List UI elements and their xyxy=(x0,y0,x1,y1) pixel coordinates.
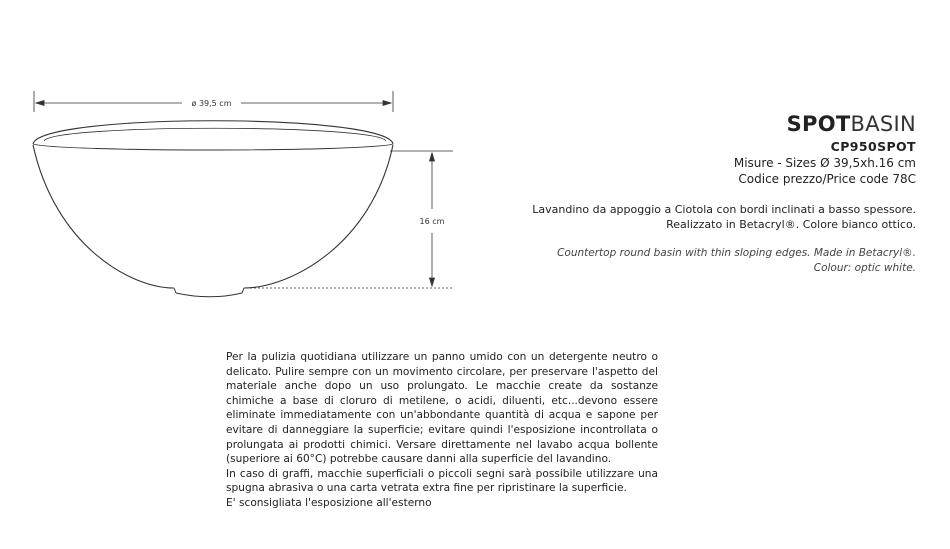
description-italian xyxy=(496,202,916,232)
description-it-line: Realizzato in Betacryl®. Colore bianco ottico. xyxy=(666,218,916,231)
product-name-light: BASIN xyxy=(850,112,916,136)
product-name-bold: SPOT xyxy=(786,112,851,136)
product-info xyxy=(496,112,916,276)
height-dimension-label: 16 cm xyxy=(419,217,445,226)
description-it-line: Lavandino da appoggio a Ciotola con bordi inclinati a basso spessore. xyxy=(532,203,916,216)
care-paragraph: In caso di graffi, macchie superficiali o piccoli segni sarà possibile utilizzare una spugna abrasiva o una carta vetrata extra fine per ripristinare la superficie. xyxy=(226,467,658,495)
description-en-line: Colour: optic white. xyxy=(813,262,916,274)
description-en-line: Countertop round basin with thin sloping edges. Made in Betacryl®. xyxy=(557,247,916,259)
basin-bowl xyxy=(33,121,393,297)
care-paragraph: Per la pulizia quotidiana utilizzare un panno umido con un detergente neutro o delicato. Pulire sempre con un movimento circolare, per preservare l'aspetto del materiale anche dopo un uso prolungato. Le macchie create da sostanze chimiche a base di cloruro di metilene, o acidi, diluenti, etc...devono essere eliminate immediatamente con un'abbondante quantità di acqua e sapone per evitare di danneggiare la superficie; evitare quindi l'esposizione incontrollata o prolungata ai prodotti chimici. Versare direttamente nel lavabo acqua bollente (superiore ai 60°C) potrebbe causare danni alla superficie del lavandino. xyxy=(226,351,658,466)
care-instructions xyxy=(226,350,658,511)
description-english xyxy=(496,246,916,276)
product-sizes: Misure - Sizes Ø 39,5xh.16 cm xyxy=(733,156,916,170)
product-title xyxy=(496,112,916,136)
product-price-code: Codice prezzo/Price code 78C xyxy=(738,172,916,186)
width-dimension-label: ø 39,5 cm xyxy=(191,99,232,108)
product-code: CP950SPOT xyxy=(830,139,916,154)
care-paragraph: E' sconsigliata l'esposizione all'esterno xyxy=(226,496,432,509)
